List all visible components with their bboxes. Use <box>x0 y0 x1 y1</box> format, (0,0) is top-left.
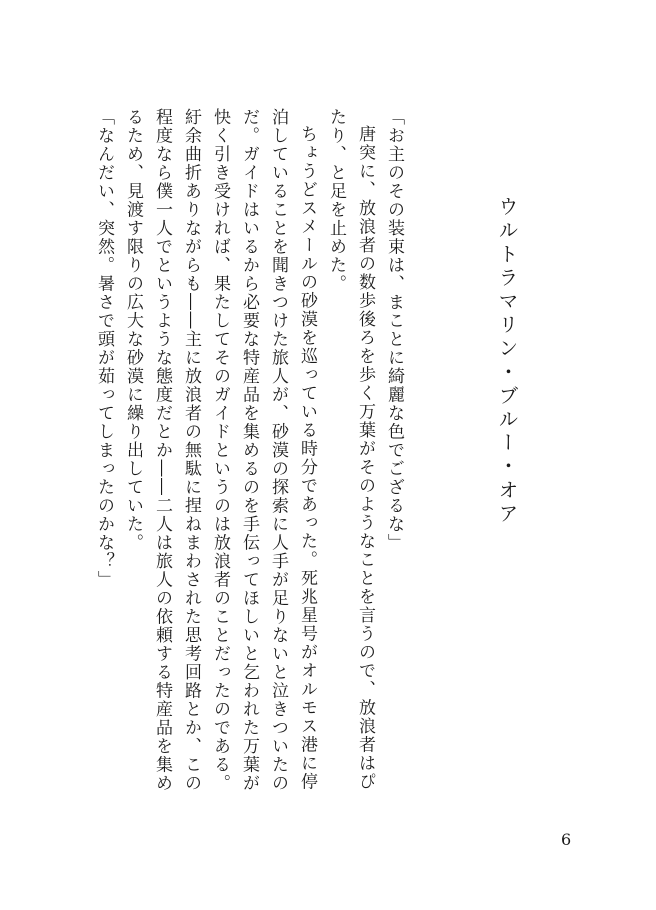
paragraph-narration-2: ちょうどスメールの砂漠を巡っている時分であった。死兆星号がオルモス港に停泊していることを聞きつけた旅人が、砂漠の探索に人手が足りないと泣きついたのだ。ガイドはいるから必要な特産品を集めるのを手伝ってほしいと乞われた万葉が快く引き受ければ、果たしてそのガイドというのは放浪者のことだったのである。紆余曲折ありながらも――主に放浪者の無駄に捏ねまわされた思考回路とか、この程度なら僕一人でというような態度だとか――二人は旅人の依頼する特産品を集めるため、見渡す限りの広大な砂漠に繰り出していた。 <box>123 108 317 793</box>
body-text <box>89 108 408 808</box>
page-number: 6 <box>561 830 572 849</box>
chapter-title: ウルトラマリン・ブルー・オア <box>495 196 519 527</box>
paragraph-dialogue-2: 「なんだい、突然。暑さで頭が茹ってしまったのかな？」 <box>94 108 114 589</box>
paragraph-dialogue-1: 「お主のその装束は、まことに綺麗な色でござるな」 <box>384 108 404 552</box>
paragraph-narration-1: 唐突に、放浪者の数歩後ろを歩く万葉がそのようなことを言うので、放浪者はぴたり、と足を止めた。 <box>326 108 375 791</box>
